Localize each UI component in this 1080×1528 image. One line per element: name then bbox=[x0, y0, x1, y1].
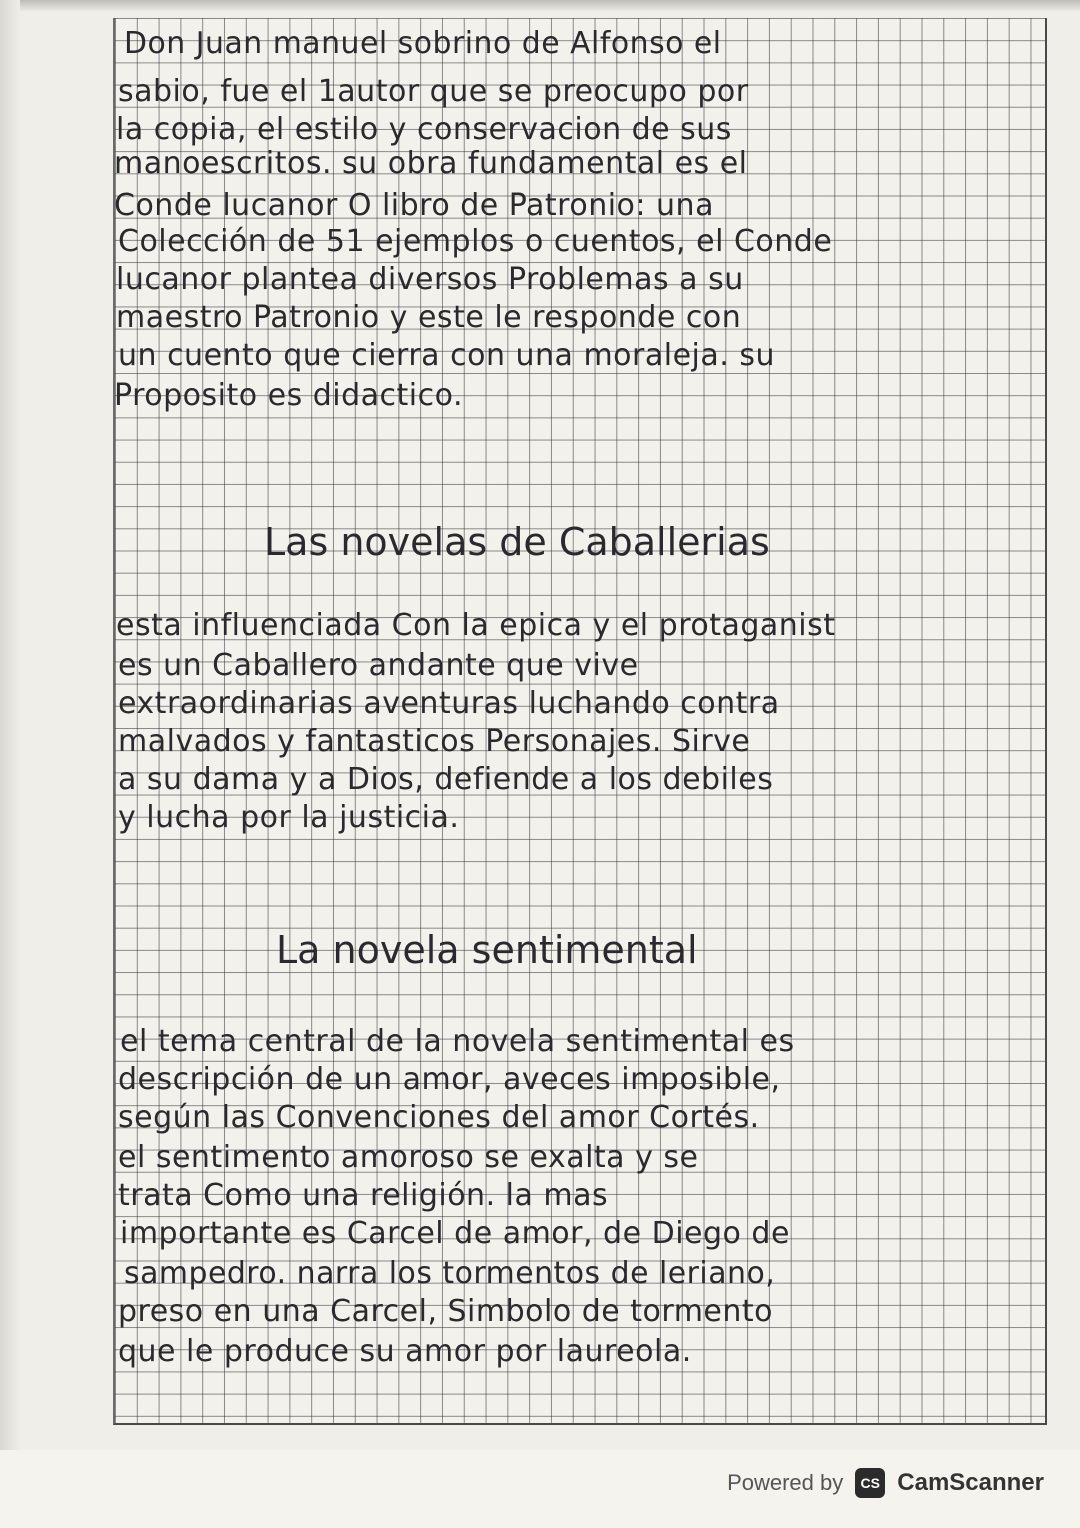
note-line: Don Juan manuel sobrino de Alfonso el bbox=[124, 26, 722, 61]
note-line: que le produce su amor por laureola. bbox=[118, 1334, 692, 1369]
note-line: manoescritos. su obra fundamental es el bbox=[114, 146, 748, 181]
note-line: a su dama y a Dios, defiende a los debiles bbox=[118, 762, 774, 797]
camscanner-brand: CamScanner bbox=[897, 1469, 1044, 1496]
note-line: preso en una Carcel, Simbolo de tormento bbox=[118, 1294, 774, 1329]
note-line: extraordinarias aventuras luchando contra bbox=[118, 686, 780, 721]
note-line: es un Caballero andante que vive bbox=[118, 648, 639, 683]
note-line: Conde lucanor O libro de Patronio: una bbox=[114, 188, 714, 223]
camscanner-logo-icon: CS bbox=[855, 1468, 885, 1498]
note-line: esta influenciada Con la epica y el protaganist bbox=[116, 608, 836, 643]
note-line: malvados y fantasticos Personajes. Sirve bbox=[118, 724, 751, 759]
note-line: trata Como una religión. la mas bbox=[118, 1178, 609, 1213]
section-heading: La novela sentimental bbox=[276, 928, 698, 972]
note-line: un cuento que cierra con una moraleja. su bbox=[118, 338, 775, 373]
note-line: y lucha por la justicia. bbox=[118, 800, 460, 835]
camscanner-watermark bbox=[727, 1468, 1044, 1498]
note-line: el tema central de la novela sentimental es bbox=[120, 1024, 795, 1059]
note-line: Proposito es didactico. bbox=[114, 378, 463, 413]
note-line: descripción de un amor, aveces imposible, bbox=[118, 1062, 781, 1097]
note-line: sabio, fue el 1autor que se preocupo por bbox=[118, 74, 749, 109]
note-line: lucanor plantea diversos Problemas a su bbox=[116, 262, 744, 297]
section-heading: Las novelas de Caballerias bbox=[264, 520, 770, 564]
note-line: el sentimento amoroso se exalta y se bbox=[118, 1140, 699, 1175]
note-line: sampedro. narra los tormentos de leriano, bbox=[124, 1256, 776, 1291]
note-line: la copia, el estilo y conservacion de sus bbox=[116, 112, 732, 147]
powered-by-label: Powered by bbox=[727, 1470, 844, 1495]
note-line: según las Convenciones del amor Cortés. bbox=[118, 1100, 760, 1135]
note-line: Colección de 51 ejemplos o cuentos, el Conde bbox=[118, 224, 833, 259]
note-line: importante es Carcel de amor, de Diego de bbox=[120, 1216, 790, 1251]
note-line: maestro Patronio y este le responde con bbox=[116, 300, 742, 335]
